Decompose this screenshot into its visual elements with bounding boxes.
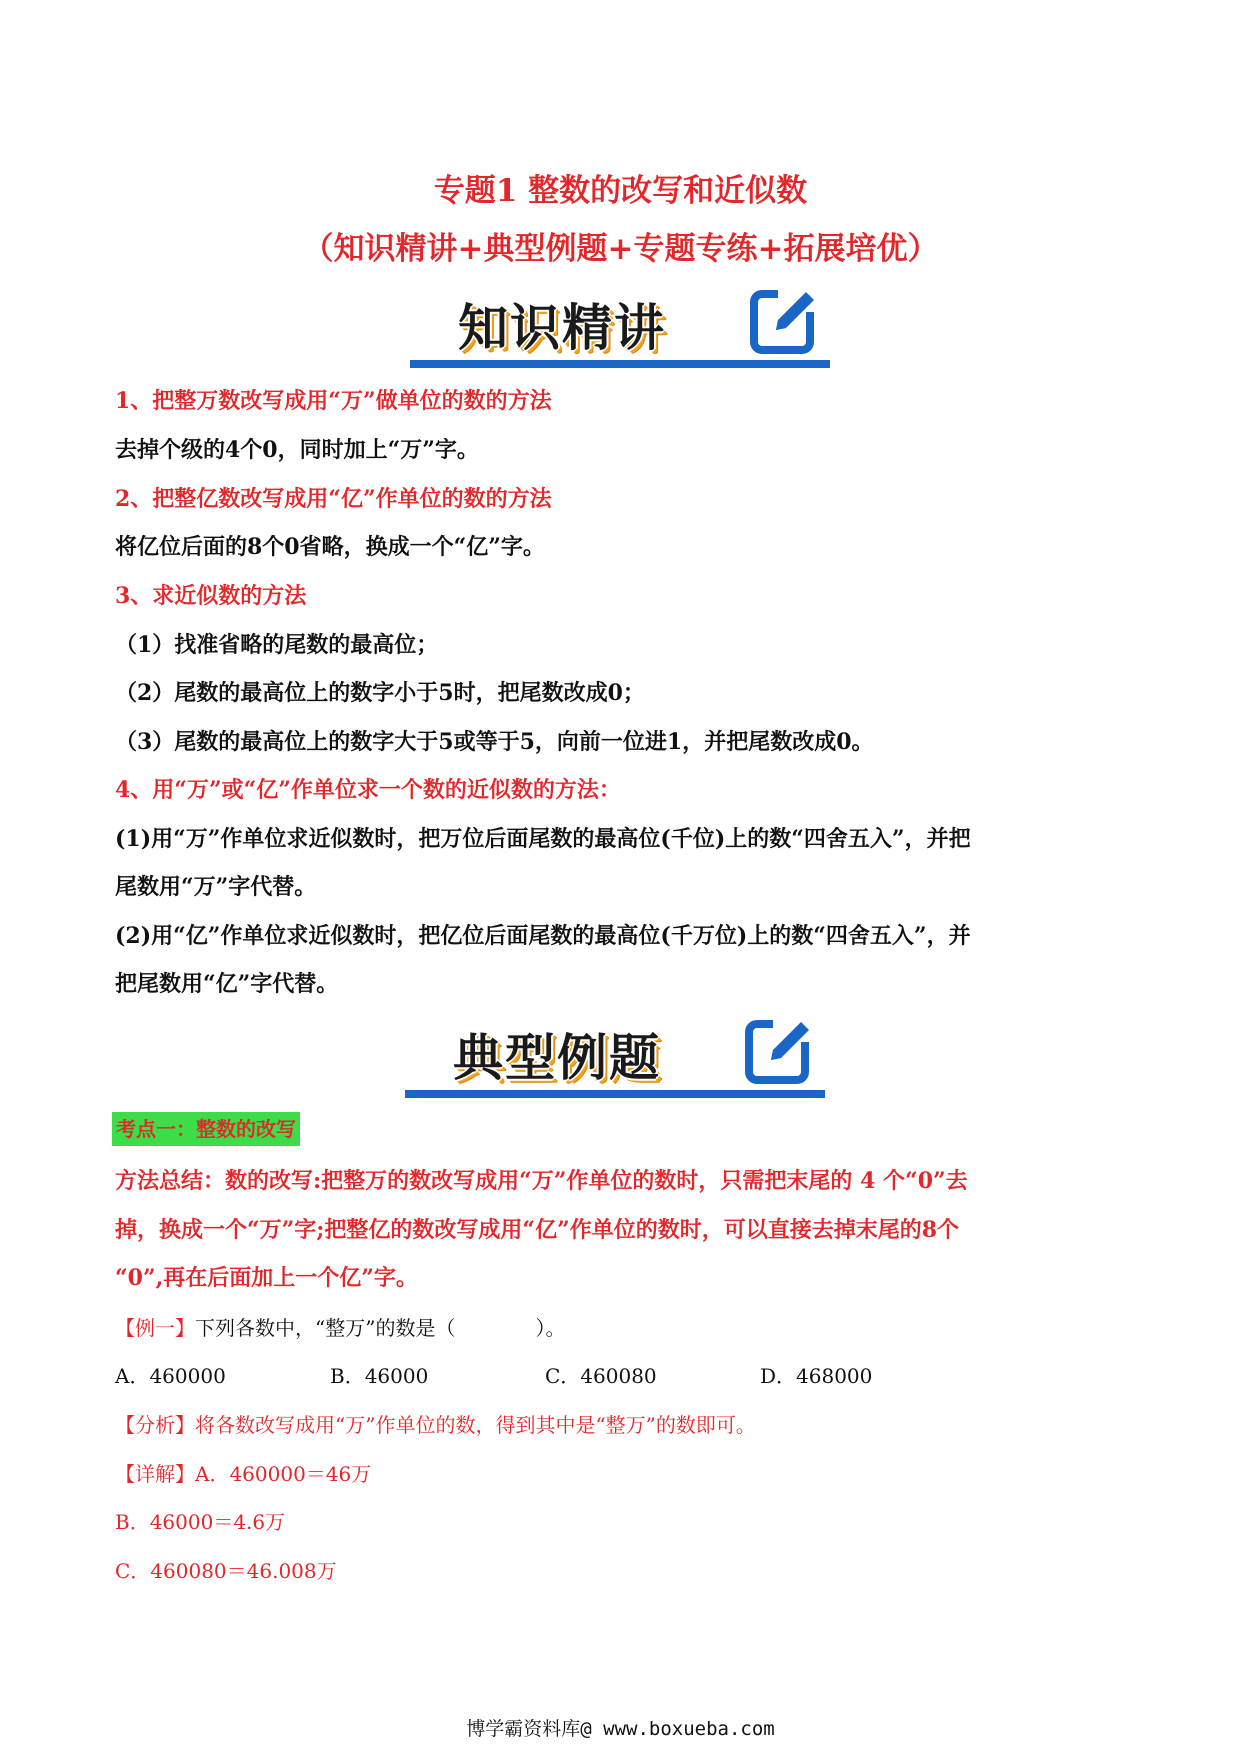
- detail-a-text: A．460000＝46万: [195, 1462, 372, 1486]
- example-options: [115, 1353, 1135, 1399]
- banner-underline: [410, 360, 830, 368]
- analysis-text: 将各数改写成用“万”作单位的数，得到其中是“整万”的数即可。: [195, 1413, 756, 1437]
- page-footer: 博学霸资料库@ www.boxueba.com: [466, 1718, 775, 1740]
- knowledge-banner: [410, 278, 830, 368]
- option-c: C．460080: [545, 1364, 657, 1388]
- knowledge-step-3: （3）尾数的最高位上的数字大于5或等于5，向前一位进1，并把尾数改成0。: [115, 729, 874, 755]
- method-summary-line-1: 方法总结：数的改写:把整万的数改写成用“万”作单位的数时，只需把末尾的 4 个“0”去: [115, 1168, 968, 1194]
- knowledge-heading-1: 1、把整万数改写成用“万”做单位的数的方法: [115, 388, 552, 414]
- knowledge-method-2b: 把尾数用“亿”字代替。: [115, 971, 339, 997]
- knowledge-method-1b: 尾数用“万”字代替。: [115, 874, 317, 900]
- method-summary-line-2: 掉，换成一个“万”字;把整亿的数改写成用“亿”作单位的数时，可以直接去掉末尾的8个: [115, 1217, 960, 1243]
- edit-icon: [748, 282, 824, 358]
- detail-line-a: [115, 1451, 1135, 1497]
- knowledge-heading-4: 4、用“万”或“亿”作单位求一个数的近似数的方法：: [115, 777, 621, 803]
- option-a: A．460000: [115, 1364, 226, 1388]
- examples-banner: [405, 1008, 825, 1098]
- banner-underline: [405, 1090, 825, 1098]
- exam-point-highlight: 考点一：整数的改写: [112, 1112, 300, 1146]
- option-d: D．468000: [760, 1364, 873, 1388]
- analysis-tag: 【分析】: [115, 1413, 195, 1437]
- knowledge-step-1: （1）找准省略的尾数的最高位；: [115, 632, 439, 658]
- example-question-text: 下列各数中，“整万”的数是（ ）。: [195, 1316, 566, 1340]
- knowledge-heading-2: 2、把整亿数改写成用“亿”作单位的数的方法: [115, 486, 552, 512]
- detail-line-b: B．46000＝4.6万: [115, 1510, 286, 1534]
- knowledge-banner-text: 知识精讲: [458, 299, 666, 357]
- knowledge-text-2: 将亿位后面的8个0省略，换成一个“亿”字。: [115, 534, 545, 560]
- page-subtitle: （知识精讲+典型例题+专题专练+拓展培优）: [302, 231, 939, 267]
- knowledge-method-2a: (2)用“亿”作单位求近似数时，把亿位后面尾数的最高位(千万位)上的数“四舍五入”，并: [115, 923, 971, 949]
- examples-banner-text: 典型例题: [453, 1029, 661, 1087]
- knowledge-text-1: 去掉个级的4个0，同时加上“万”字。: [115, 437, 479, 463]
- example-question: [115, 1305, 1135, 1353]
- knowledge-method-1a: (1)用“万”作单位求近似数时，把万位后面尾数的最高位(千位)上的数“四舍五入”，并把: [115, 826, 971, 852]
- detail-line-c: C．460080＝46.008万: [115, 1559, 337, 1583]
- option-b: B．46000: [330, 1364, 429, 1388]
- edit-icon: [743, 1012, 819, 1088]
- example-tag: 【例一】: [115, 1316, 195, 1340]
- analysis-line: [115, 1402, 1135, 1448]
- knowledge-step-2: （2）尾数的最高位上的数字小于5时，把尾数改成0；: [115, 680, 645, 706]
- detail-tag: 【详解】: [115, 1462, 195, 1486]
- exam-point-label: [112, 1112, 300, 1146]
- method-summary-line-3: “0”,再在后面加上一个亿”字。: [115, 1265, 418, 1291]
- knowledge-heading-3: 3、求近似数的方法: [115, 583, 307, 609]
- page-title: 专题1 整数的改写和近似数: [433, 173, 808, 209]
